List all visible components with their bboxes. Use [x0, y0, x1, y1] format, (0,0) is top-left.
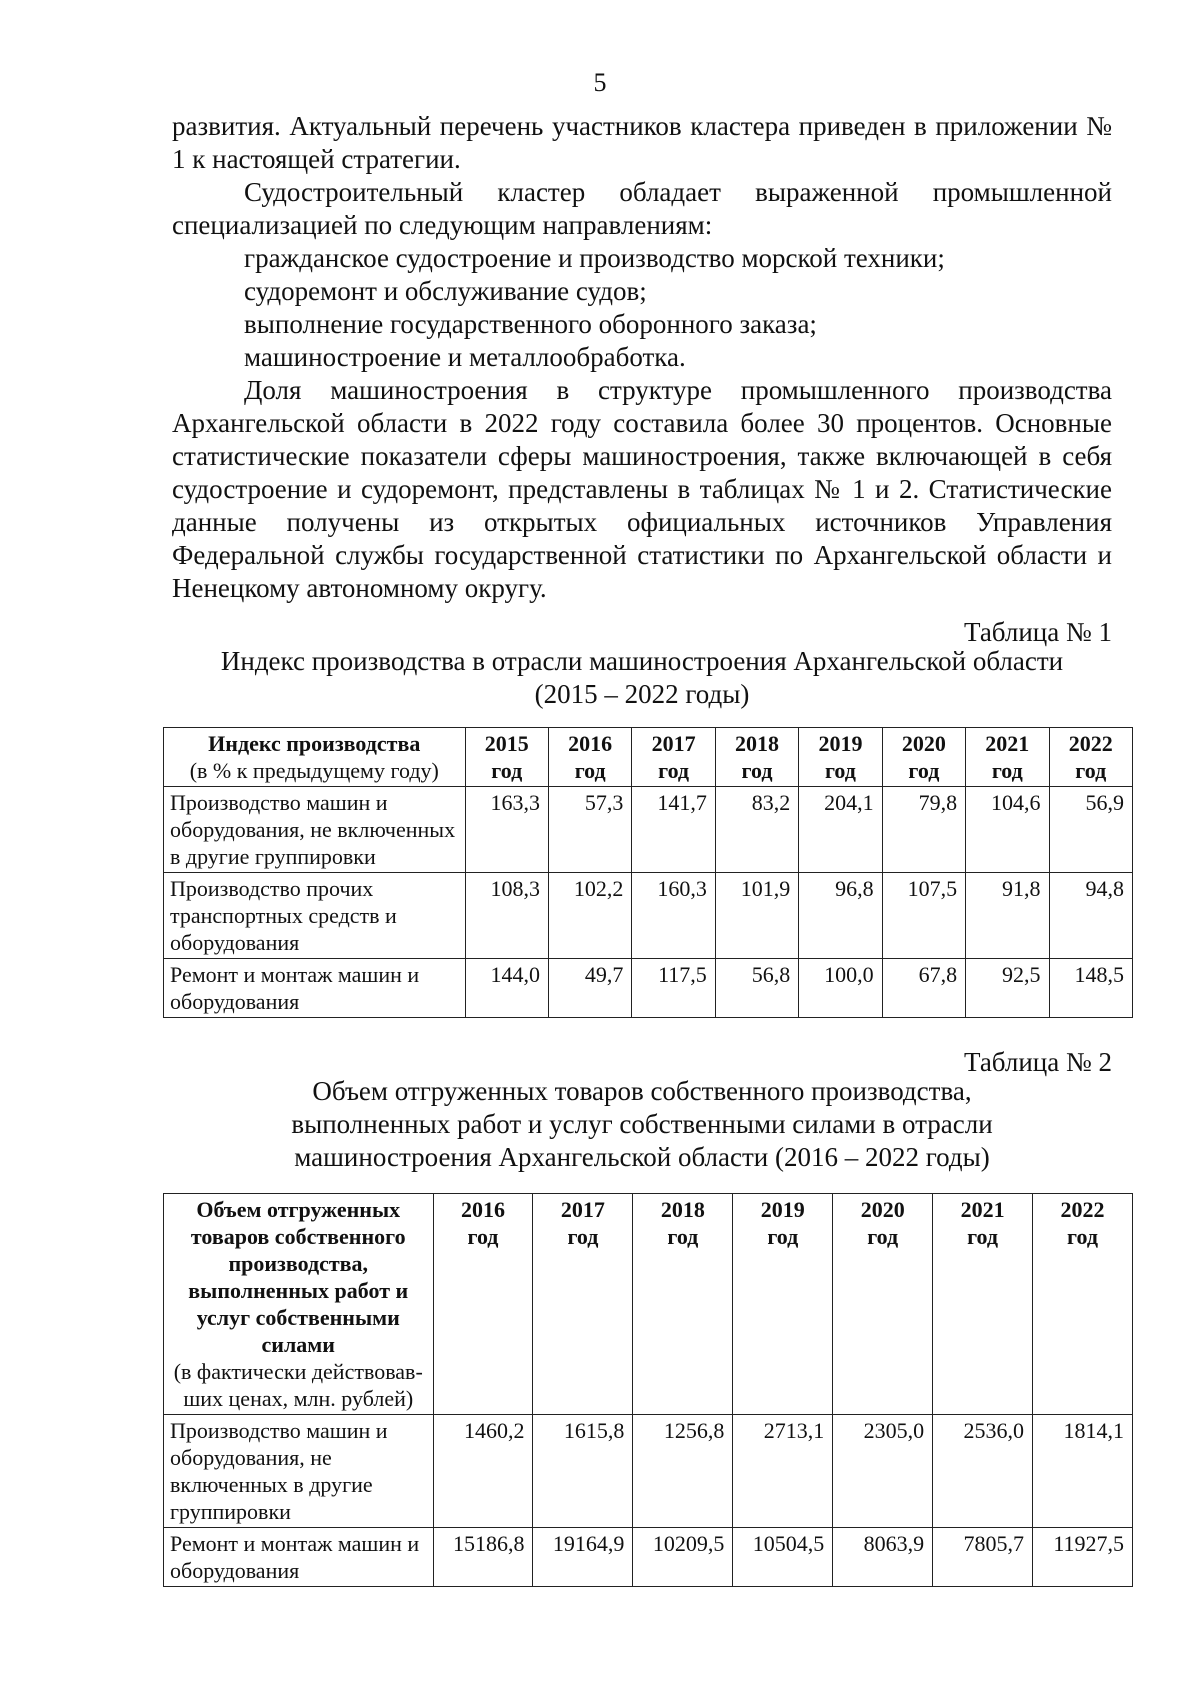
table1-year-header: 2019 год — [799, 728, 882, 787]
table-cell: 1814,1 — [1033, 1415, 1133, 1528]
paragraph-1: развития. Актуальный перечень участников кластера приведен в приложении № 1 к настоящей стратегии. — [172, 111, 1112, 174]
table2-header-cell — [164, 1194, 434, 1415]
table-cell: 11927,5 — [1033, 1528, 1133, 1587]
table-row — [164, 959, 1133, 1018]
table-cell: 163,3 — [465, 787, 548, 873]
table1-year-header: 2018 год — [715, 728, 798, 787]
table-cell: 19164,9 — [533, 1528, 633, 1587]
table2-year-header: 2016 год — [433, 1194, 533, 1415]
table-cell: 92,5 — [966, 959, 1049, 1018]
table-row — [164, 1528, 1133, 1587]
table-cell: 57,3 — [548, 787, 631, 873]
table-cell: 204,1 — [799, 787, 882, 873]
table2-label: Таблица № 2 — [964, 1047, 1112, 1077]
table-cell: 83,2 — [715, 787, 798, 873]
table-cell: 144,0 — [465, 959, 548, 1018]
table-cell: 8063,9 — [833, 1528, 933, 1587]
table-cell: 56,9 — [1049, 787, 1133, 873]
table-cell: 10504,5 — [733, 1528, 833, 1587]
table-cell: 148,5 — [1049, 959, 1133, 1018]
table2-year-header: 2018 год — [633, 1194, 733, 1415]
table1-title — [172, 645, 1112, 711]
table-cell: 94,8 — [1049, 873, 1133, 959]
paragraph-2: Судостроительный кластер обладает выраженной промышленной специализацией по следующим направлениям: — [172, 177, 1112, 240]
body-text — [172, 110, 1112, 605]
list-item: выполнение государственного оборонного заказа; — [244, 309, 817, 339]
table1-header-cell — [164, 728, 466, 787]
table2-header-main: Объем отгруженных товаров собственного производства, выполненных работ и услуг собственными силами — [188, 1197, 409, 1357]
table-cell: 15186,8 — [433, 1528, 533, 1587]
table1-year-header: 2015 год — [465, 728, 548, 787]
table-cell: 160,3 — [632, 873, 715, 959]
row-label: Ремонт и монтаж машин и оборудования — [164, 1528, 434, 1587]
table-cell: 10209,5 — [633, 1528, 733, 1587]
table2-year-header: 2020 год — [833, 1194, 933, 1415]
list-item: машиностроение и металлообработка. — [244, 342, 686, 372]
table-cell: 107,5 — [882, 873, 965, 959]
table2-year-header: 2017 год — [533, 1194, 633, 1415]
list-item: судоремонт и обслуживание судов; — [244, 276, 647, 306]
table-row — [164, 787, 1133, 873]
table-cell: 101,9 — [715, 873, 798, 959]
table1-year-header: 2022 год — [1049, 728, 1133, 787]
table-cell: 1460,2 — [433, 1415, 533, 1528]
table1-header-main: Индекс производства — [208, 731, 421, 756]
table-cell: 49,7 — [548, 959, 631, 1018]
table1-year-header: 2020 год — [882, 728, 965, 787]
table1-title-line: (2015 – 2022 годы) — [534, 679, 750, 709]
table-cell: 67,8 — [882, 959, 965, 1018]
table-cell: 79,8 — [882, 787, 965, 873]
table1-header-row — [164, 728, 1133, 787]
page-number: 5 — [593, 68, 607, 97]
table1 — [163, 727, 1133, 1018]
table-cell: 104,6 — [966, 787, 1049, 873]
table2-title-line: выполненных работ и услуг собственными силами в отрасли — [291, 1109, 993, 1139]
table-cell: 7805,7 — [933, 1528, 1033, 1587]
table2-year-header: 2019 год — [733, 1194, 833, 1415]
table1-label: Таблица № 1 — [964, 617, 1112, 647]
table2-year-header: 2022 год — [1033, 1194, 1133, 1415]
row-label: Производство прочих транспортных средств и оборудования — [164, 873, 466, 959]
table1-year-header: 2021 год — [966, 728, 1049, 787]
table-cell: 108,3 — [465, 873, 548, 959]
table1-title-line: Индекс производства в отрасли машиностроения Архангельской области — [220, 646, 1064, 676]
table-row — [164, 1415, 1133, 1528]
table-cell: 2713,1 — [733, 1415, 833, 1528]
table-row — [164, 873, 1133, 959]
table2-title-line: машиностроения Архангельской области (2016 – 2022 годы) — [294, 1142, 990, 1172]
table1-year-header: 2017 год — [632, 728, 715, 787]
table-cell: 117,5 — [632, 959, 715, 1018]
table-cell: 56,8 — [715, 959, 798, 1018]
table2-header-sub: (в фактически действовав-ших ценах, млн. рублей) — [173, 1359, 423, 1411]
row-label: Ремонт и монтаж машин и оборудования — [164, 959, 466, 1018]
table2-title — [172, 1075, 1112, 1174]
table2 — [163, 1193, 1133, 1587]
table2-year-header: 2021 год — [933, 1194, 1033, 1415]
table1-year-header: 2016 год — [548, 728, 631, 787]
list-item: гражданское судостроение и производство морской техники; — [244, 243, 945, 273]
row-label: Производство машин и оборудования, не включенных в другие группировки — [164, 787, 466, 873]
table-cell: 141,7 — [632, 787, 715, 873]
table1-header-sub: (в % к предыдущему году) — [189, 758, 439, 783]
table-cell: 91,8 — [966, 873, 1049, 959]
table-cell: 102,2 — [548, 873, 631, 959]
row-label: Производство машин и оборудования, не включенных в другие группировки — [164, 1415, 434, 1528]
table-cell: 2305,0 — [833, 1415, 933, 1528]
table-cell: 100,0 — [799, 959, 882, 1018]
table-cell: 1256,8 — [633, 1415, 733, 1528]
table-cell: 2536,0 — [933, 1415, 1033, 1528]
table-cell: 96,8 — [799, 873, 882, 959]
table2-title-line: Объем отгруженных товаров собственного производства, — [312, 1076, 972, 1106]
paragraph-3: Доля машиностроения в структуре промышленного производства Архангельской области в 2022 году составила более 30 процентов. Основные статистические показатели сферы машиностроения, также включающей в себя судостроение и судоремонт, представлены в таблицах № 1 и 2. Статистические данные получены из открытых официальных источников Управления Федеральной службы государственной статистики по Архангельской области и Ненецкому автономному округу. — [172, 375, 1112, 603]
table-cell: 1615,8 — [533, 1415, 633, 1528]
table2-header-row — [164, 1194, 1133, 1415]
